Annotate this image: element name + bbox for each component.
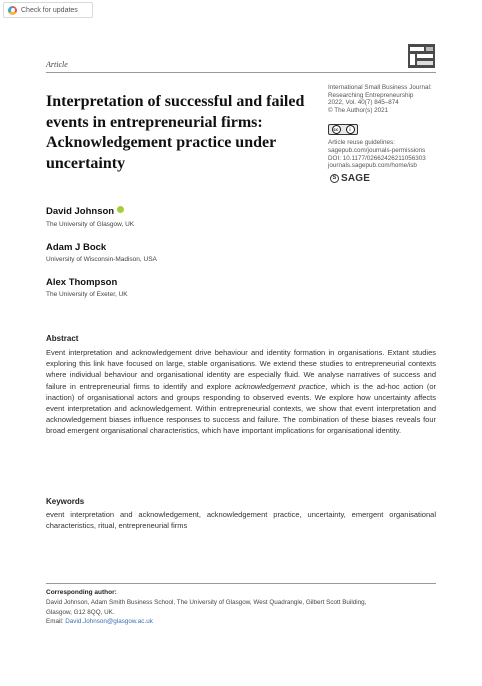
reuse-guidelines <box>328 139 458 170</box>
article-type-label: Article <box>46 60 68 69</box>
publisher-name: SAGE <box>341 173 371 184</box>
article-title: Interpretation of successful and failed events in entrepreneurial firms: Acknowledgement practice under uncertainty <box>46 93 305 172</box>
cc-license-badge[interactable] <box>328 124 358 135</box>
journal-metadata <box>328 84 458 115</box>
author-name: Alex Thompson <box>46 277 118 288</box>
author-name: Adam J Bock <box>46 242 107 253</box>
footer-divider <box>46 583 436 584</box>
journal-meta-line: © The Author(s) 2021 <box>328 107 389 115</box>
corresponding-email-line <box>46 617 446 627</box>
corresponding-address-line: Glasgow, G12 8QQ, UK. <box>46 608 115 616</box>
orcid-icon[interactable] <box>117 206 124 213</box>
check-for-updates-button[interactable] <box>3 2 93 18</box>
cc-icon: cc <box>333 127 339 132</box>
keywords-text: event interpretation and acknowledgement, acknowledgement practice, uncertainty, emergent organisational characteristics, ritual, entrepreneurial firms <box>46 510 436 530</box>
journal-meta-line: International Small Business Journal: <box>328 84 432 91</box>
author-affiliation: University of Wisconsin-Madison, USA <box>46 256 157 263</box>
abstract-italic-term: acknowledgement practice <box>234 381 326 391</box>
email-label: Email: <box>46 618 64 625</box>
doi-link[interactable]: DOI: 10.1177/02662426211056303 <box>328 154 426 162</box>
corresponding-author-details <box>46 598 446 627</box>
corresponding-address-line: David Johnson, Adam Smith Business School, The University of Glasgow, West Quadrangle, Gilbert Scott Building, <box>46 599 367 606</box>
author-affiliation: The University of Glasgow, UK <box>46 221 135 228</box>
reuse-line: Article reuse guidelines: <box>328 139 395 146</box>
publisher-logo <box>330 173 370 184</box>
journal-logo-icon <box>408 44 435 68</box>
author-name-text: David Johnson <box>46 206 115 217</box>
abstract-heading: Abstract <box>46 334 79 343</box>
sage-s-icon: S <box>330 174 339 183</box>
abstract-text-part: Event interpretation and acknowledgement drive behaviour and identity formation in organisations. Extant studies exploring this link have focused on large, stable organisations. We extend these studies to entrepreneurial contexts where individual behaviour and organisational identity are especially fluid. We analyse narratives of success and failure in entrepreneurial firms to identify and explore <box>46 348 436 391</box>
author-name <box>46 206 124 217</box>
journal-home-link[interactable]: journals.sagepub.com/home/isb <box>328 162 417 170</box>
check-for-updates-label: Check for updates <box>21 6 78 14</box>
email-link[interactable]: David.Johnson@glasgow.ac.uk <box>65 618 153 625</box>
corresponding-author-heading: Corresponding author: <box>46 589 117 596</box>
abstract-text-part: , which is the ad-hoc action (or inaction) of organisational actors and groups responding to observed events. We explore how uncertainty affects event interpretation and acknowledgement. Within entrepreneurial contexts, we show that event interpretation and acknowledgement biases influence responses to success and failure. The combination of these biases reveals four broad emergent organisational characteristics, which have important implications for organisational identity. <box>46 381 436 436</box>
header-divider <box>46 72 436 73</box>
by-icon: i <box>346 125 355 134</box>
author-affiliation: The University of Exeter, UK <box>46 291 128 298</box>
crossmark-icon <box>8 6 17 15</box>
abstract-text <box>46 347 436 437</box>
reuse-link[interactable]: sagepub.com/journals-permissions <box>328 146 426 154</box>
journal-meta-line: Researching Entrepreneurship <box>328 91 414 99</box>
keywords-heading: Keywords <box>46 497 85 506</box>
journal-meta-line: 2022, Vol. 40(7) 845–874 <box>328 99 399 107</box>
